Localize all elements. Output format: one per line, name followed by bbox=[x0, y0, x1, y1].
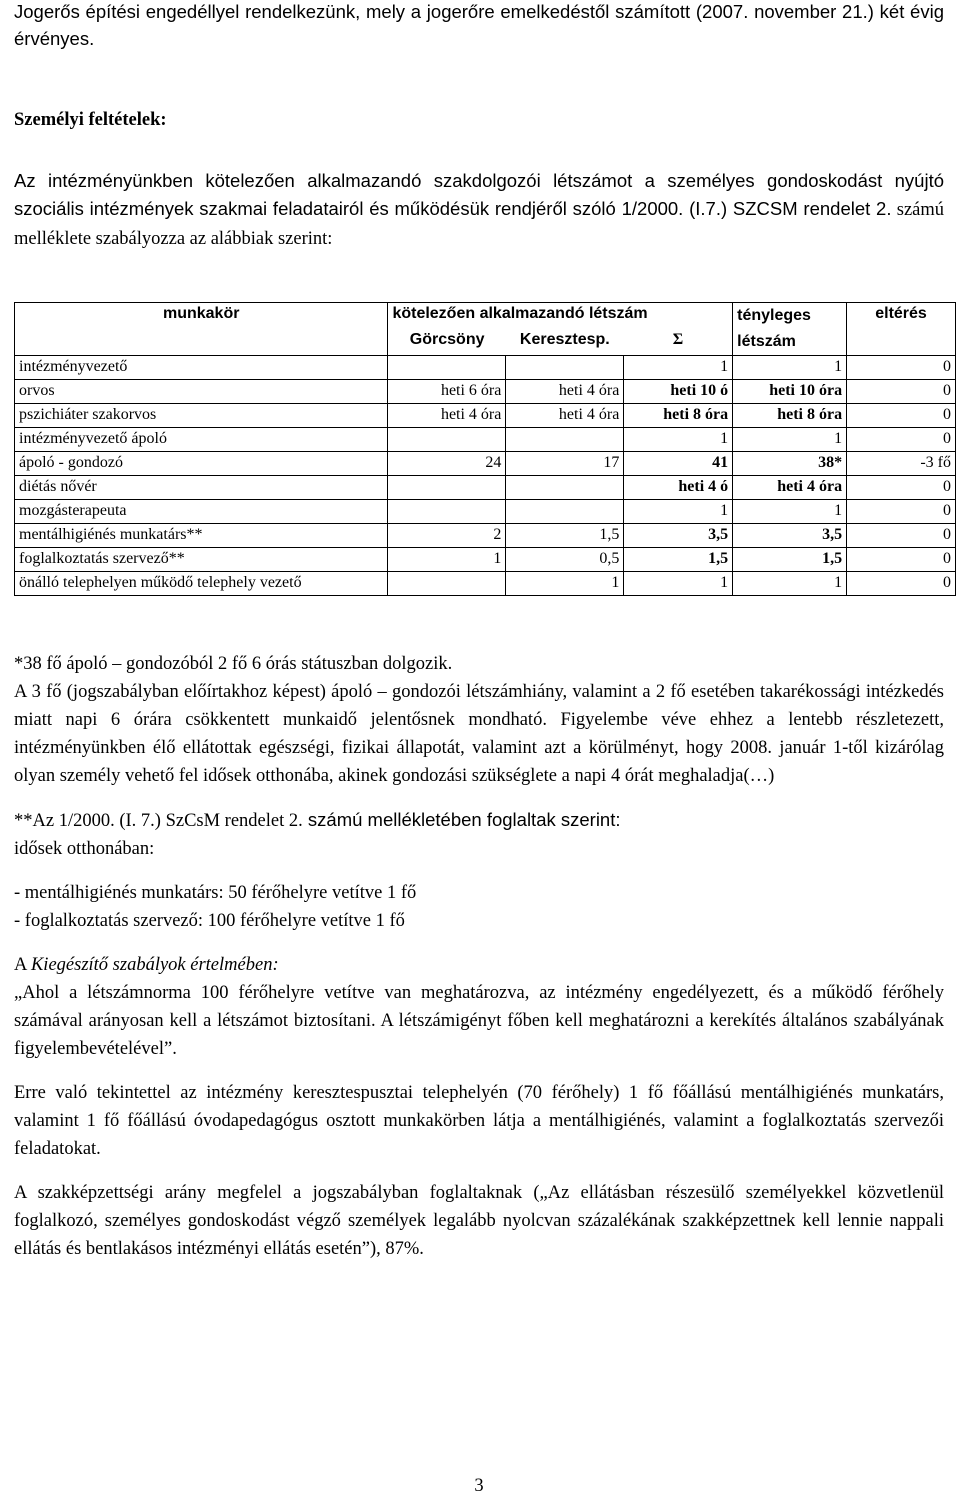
cell-sum: 1,5 bbox=[624, 548, 733, 572]
cell-job: mozgásterapeuta bbox=[15, 500, 388, 524]
note-star: *38 fő ápoló – gondozóból 2 fő 6 órás státuszban dolgozik. bbox=[14, 654, 453, 674]
table-header-row bbox=[15, 303, 956, 330]
cell-diff: 0 bbox=[847, 500, 956, 524]
cell-site1 bbox=[388, 476, 506, 500]
cell-sum: heti 4 ó bbox=[624, 476, 733, 500]
cell-site1 bbox=[388, 572, 506, 596]
cell-actual: heti 4 óra bbox=[733, 476, 847, 500]
cell-actual: 3,5 bbox=[733, 524, 847, 548]
table-row bbox=[15, 572, 956, 596]
cell-site1 bbox=[388, 428, 506, 452]
table-row bbox=[15, 500, 956, 524]
note-double-star-a: **Az 1/2000. (I. 7.) SzCsM rendelet 2. bbox=[14, 811, 303, 831]
table-row bbox=[15, 404, 956, 428]
header-actual: tényleges létszám bbox=[733, 303, 847, 356]
cell-site2 bbox=[506, 476, 624, 500]
cell-diff: -3 fő bbox=[847, 452, 956, 476]
cell-actual: 1 bbox=[733, 356, 847, 380]
page-number: 3 bbox=[474, 1476, 484, 1496]
header-job: munkakör bbox=[15, 303, 388, 356]
rules-heading bbox=[14, 951, 944, 979]
cell-job: intézményvezető bbox=[15, 356, 388, 380]
cell-job: intézményvezető ápoló bbox=[15, 428, 388, 452]
cell-site2: 1,5 bbox=[506, 524, 624, 548]
cell-diff: 0 bbox=[847, 356, 956, 380]
cell-sum: 3,5 bbox=[624, 524, 733, 548]
table-row bbox=[15, 452, 956, 476]
header-site1: Görcsöny bbox=[388, 329, 506, 356]
cell-actual: 1 bbox=[733, 572, 847, 596]
list-item: - mentálhigiénés munkatárs: 50 férőhelyre vetítve 1 fő bbox=[14, 883, 417, 903]
cell-site2 bbox=[506, 500, 624, 524]
cell-actual: 1 bbox=[733, 500, 847, 524]
cell-site2: 0,5 bbox=[506, 548, 624, 572]
intro-paragraph: Jogerős építési engedéllyel rendelkezünk, mely a jogerőre emelkedéstől számított (2007. november 21.) két évig érvényes. bbox=[14, 1, 944, 49]
cell-diff: 0 bbox=[847, 548, 956, 572]
cell-actual: 1 bbox=[733, 428, 847, 452]
site-paragraph: Erre való tekintettel az intézmény keresztespusztai telephelyén (70 férőhely) 1 fő főállású mentálhigiénés munkatárs, valamint 1 fő főállású óvodapedagógus osztott munkakörben látja a mentálhigiénés, valamint a foglalkoztatás szervezői feladatokat. bbox=[14, 1083, 944, 1159]
personal-text-a: Az intézményünkben kötelezően alkalmazandó szakdolgozói létszámot a személyes gondoskodást nyújtó szociális intézmények szakmai feladatairól és működésük rendjéről szóló 1/2000. (I.7.) SZCSM rendelet 2. bbox=[14, 170, 944, 219]
table-row bbox=[15, 356, 956, 380]
cell-job: pszichiáter szakorvos bbox=[15, 404, 388, 428]
personal-text-b: számú melléklete szabályozza az alábbiak szerint: bbox=[14, 200, 945, 249]
cell-site2: heti 4 óra bbox=[506, 380, 624, 404]
cell-diff: 0 bbox=[847, 476, 956, 500]
cell-site1: heti 6 óra bbox=[388, 380, 506, 404]
cell-sum: heti 8 óra bbox=[624, 404, 733, 428]
cell-sum: 41 bbox=[624, 452, 733, 476]
notes-section bbox=[14, 650, 944, 1263]
cell-actual: 1,5 bbox=[733, 548, 847, 572]
cell-job: ápoló - gondozó bbox=[15, 452, 388, 476]
cell-site1: 1 bbox=[388, 548, 506, 572]
cell-diff: 0 bbox=[847, 428, 956, 452]
ratio-paragraph: A szakképzettségi arány megfelel a jogszabályban foglaltaknak („Az ellátásban részesülő személyekkel közvetlenül foglalkozó, személyes gondoskodást végző személyek legalább nyolcvan százalékának szakképzettnek kell lennie nappali ellátás és bentlakásos intézményi ellátás esetén”), 87%. bbox=[14, 1183, 944, 1259]
cell-site2: 1 bbox=[506, 572, 624, 596]
cell-site2 bbox=[506, 428, 624, 452]
cell-site2: heti 4 óra bbox=[506, 404, 624, 428]
cell-site1: 2 bbox=[388, 524, 506, 548]
cell-sum: 1 bbox=[624, 428, 733, 452]
personal-paragraph bbox=[14, 167, 944, 253]
cell-job: mentálhigiénés munkatárs** bbox=[15, 524, 388, 548]
cell-site1 bbox=[388, 500, 506, 524]
cell-site2: 17 bbox=[506, 452, 624, 476]
header-diff: eltérés bbox=[847, 303, 956, 356]
cell-site1: heti 4 óra bbox=[388, 404, 506, 428]
cell-diff: 0 bbox=[847, 404, 956, 428]
cell-sum: heti 10 ó bbox=[624, 380, 733, 404]
list-item: - foglalkoztatás szervező: 100 férőhelyre vetítve 1 fő bbox=[14, 911, 405, 931]
header-sum-icon: Σ bbox=[624, 329, 733, 356]
rules-italic: Kiegészítő szabályok értelmében: bbox=[30, 955, 279, 975]
header-required: kötelezően alkalmazandó létszám bbox=[388, 303, 733, 330]
cell-sum: 1 bbox=[624, 356, 733, 380]
cell-diff: 0 bbox=[847, 572, 956, 596]
cell-job: önálló telephelyen működő telephely vezető bbox=[15, 572, 388, 596]
note-double-star-b: számú mellékletében foglaltak szerint: bbox=[302, 809, 621, 830]
cell-job: foglalkoztatás szervező** bbox=[15, 548, 388, 572]
cell-job: diétás nővér bbox=[15, 476, 388, 500]
note-double-star bbox=[14, 806, 944, 835]
cell-site1 bbox=[388, 356, 506, 380]
cell-site2 bbox=[506, 356, 624, 380]
cell-actual: heti 8 óra bbox=[733, 404, 847, 428]
cell-sum: 1 bbox=[624, 572, 733, 596]
staffing-table bbox=[14, 302, 956, 596]
cell-sum: 1 bbox=[624, 500, 733, 524]
table-body bbox=[15, 356, 956, 596]
table-row bbox=[15, 548, 956, 572]
cell-actual: heti 10 óra bbox=[733, 380, 847, 404]
rules-prefix: A bbox=[14, 955, 31, 975]
header-site2: Keresztesp. bbox=[506, 329, 624, 356]
table-row bbox=[15, 524, 956, 548]
note-shortage: A 3 fő (jogszabályban előírtakhoz képest) ápoló – gondozói létszámhiány, valamint a 2 fő esetében takarékossági intézkedés miatt napi 6 órára csökkentett munkaidő jelentősnek mondható. Figyelembe véve ehhez a lentebb részletezett, intézményünkben élő ellátottak egészségi, fizikai állapotát, valamint azt a körülményt, hogy 2008. január 1-től kizárólag olyan személy vehető fel idősek otthonába, akinek gondozási szükséglete a napi 4 órát meghaladja(…) bbox=[14, 682, 944, 786]
table-row bbox=[15, 380, 956, 404]
table-row bbox=[15, 476, 956, 500]
cell-actual: 38* bbox=[733, 452, 847, 476]
note-double-star-c: idősek otthonában: bbox=[14, 839, 155, 859]
cell-site1: 24 bbox=[388, 452, 506, 476]
cell-diff: 0 bbox=[847, 380, 956, 404]
rules-quote: „Ahol a létszámnorma 100 férőhelyre vetítve van meghatározva, az intézmény engedélyezett, és a működő férőhely számával arányosan kell a létszámot biztosítani. A létszámigényt főben kell meghatározni a kerekítés általános szabályának figyelembevételével”. bbox=[14, 983, 944, 1059]
section-heading-personal: Személyi feltételek: bbox=[14, 110, 167, 130]
cell-job: orvos bbox=[15, 380, 388, 404]
table-row bbox=[15, 428, 956, 452]
cell-diff: 0 bbox=[847, 524, 956, 548]
